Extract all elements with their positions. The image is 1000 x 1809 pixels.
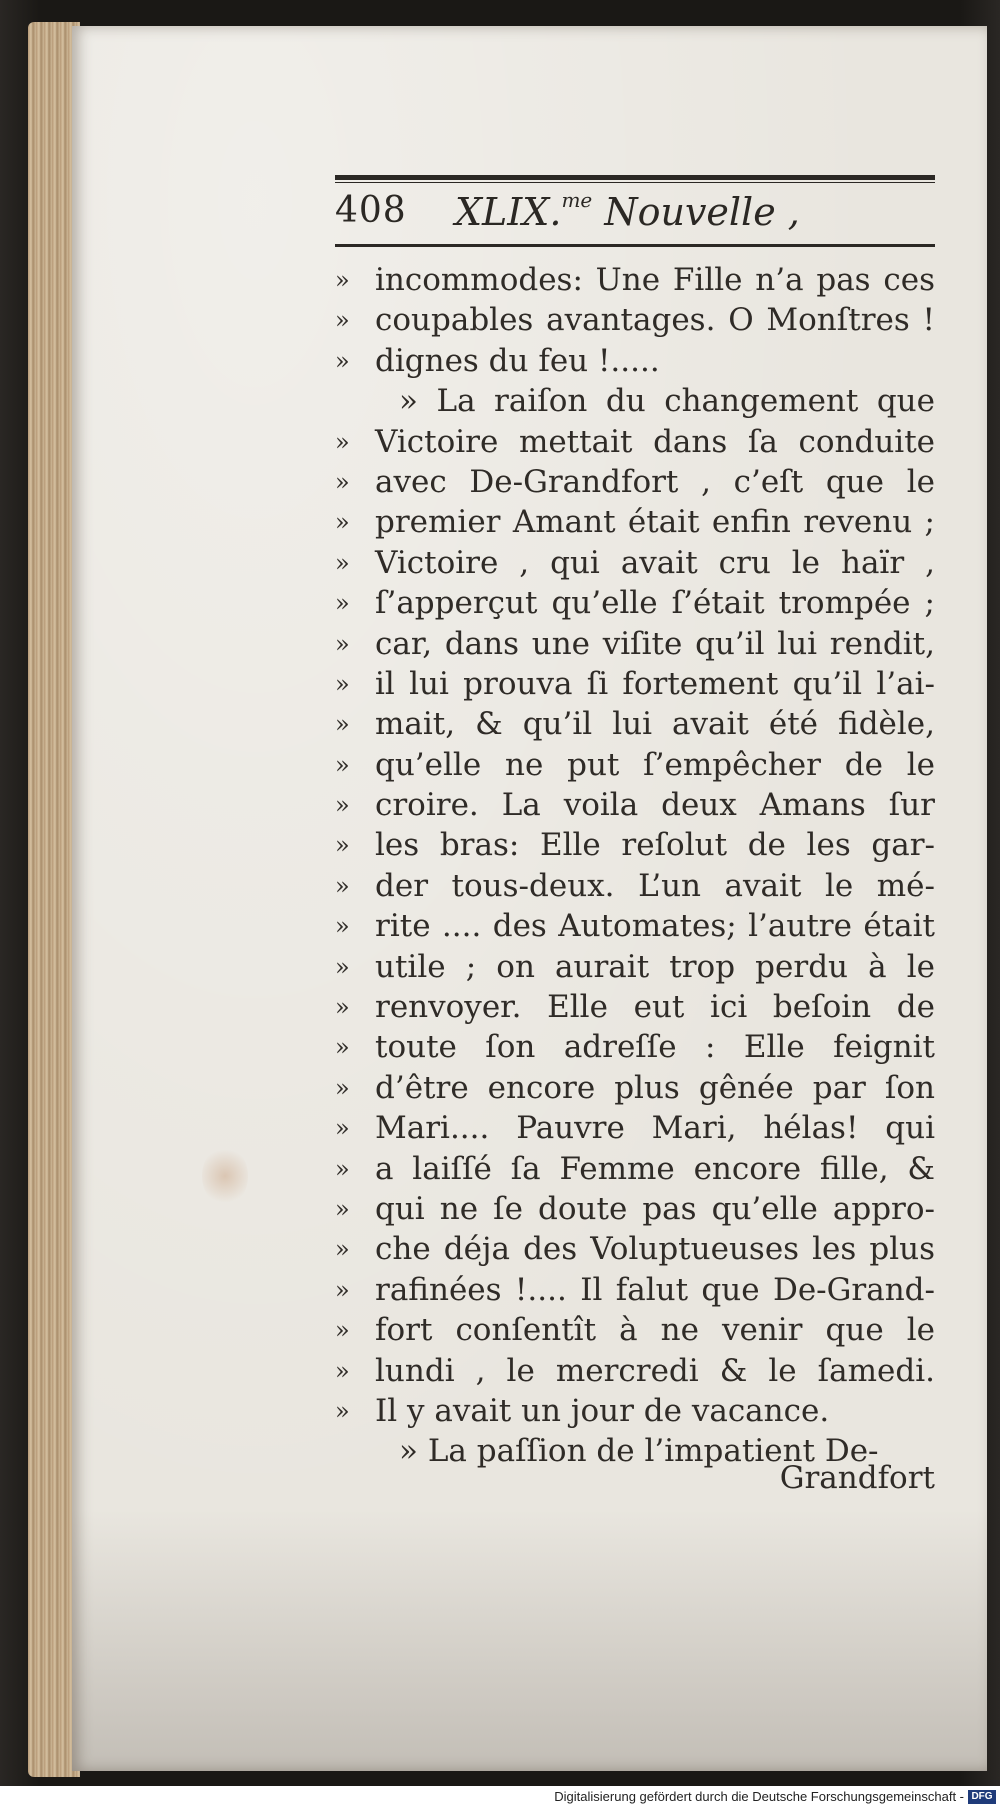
line-text: ſ’apperçut qu’elle ſ’était trompée ;: [375, 585, 935, 622]
text-line: [335, 987, 935, 1027]
line-text: d’être encore plus gênée par ſon: [375, 1069, 935, 1106]
quote-mark: »: [335, 1356, 350, 1385]
quote-mark: »: [335, 710, 350, 739]
text-line: [335, 260, 935, 300]
line-text: che déja des Voluptueuses les plus: [375, 1231, 935, 1268]
quote-mark: »: [335, 993, 350, 1022]
digitization-footer: [0, 1786, 1000, 1809]
running-title-superscript: me: [561, 188, 593, 212]
line-text: car, dans une viſite qu’il lui rendit,: [375, 625, 935, 662]
running-title-word: Nouvelle ,: [604, 190, 800, 234]
text-line: [335, 866, 935, 906]
line-text: coupables avantages. O Monſtres !: [375, 302, 935, 339]
text-line: [335, 704, 935, 744]
line-text: dignes du feu !.....: [375, 342, 660, 379]
paper-stain: [202, 1146, 248, 1206]
quote-mark: »: [335, 871, 350, 900]
text-line: [335, 1229, 935, 1269]
quote-mark: »: [335, 1194, 350, 1223]
text-line: [335, 624, 935, 664]
quote-mark: »: [335, 669, 350, 698]
quote-mark: »: [335, 952, 350, 981]
line-text: » La paſſion de l’impatient De-: [399, 1433, 879, 1470]
text-line: [335, 341, 935, 381]
quote-mark: »: [335, 1033, 350, 1062]
line-text: les bras: Elle reſolut de les gar-: [375, 827, 935, 864]
dfg-logo: DFG: [968, 1790, 996, 1804]
running-title: [455, 188, 800, 234]
header-rule-bottom: [335, 244, 935, 247]
quote-mark: »: [335, 1154, 350, 1183]
text-line: [335, 1068, 935, 1108]
line-text: qui ne ſe doute pas qu’elle appro-: [375, 1190, 935, 1227]
quote-mark: »: [335, 912, 350, 941]
line-text: incommodes: Une Fille n’a pas ces: [375, 262, 935, 298]
text-line: [335, 502, 935, 542]
body-text: [335, 260, 935, 1472]
text-line: [335, 462, 935, 502]
catchword: Grandfort: [779, 1460, 935, 1496]
text-line: [335, 1391, 935, 1431]
line-text: Mari.... Pauvre Mari, hélas! qui: [375, 1110, 935, 1147]
line-text: premier Amant était enfin revenu ;: [375, 504, 935, 541]
line-text: utile ; on aurait trop perdu à le: [375, 948, 935, 985]
line-text: renvoyer. Elle eut ici beſoin de: [375, 989, 935, 1026]
text-line: [335, 1351, 935, 1391]
quote-mark: »: [335, 467, 350, 496]
header-rule-top: [335, 175, 935, 180]
text-line: [335, 1108, 935, 1148]
text-line: [335, 422, 935, 462]
quote-mark: »: [335, 1073, 350, 1102]
quote-mark: »: [335, 589, 350, 618]
page-number: 408: [335, 190, 407, 231]
quote-mark: »: [335, 629, 350, 658]
line-text: lundi , le mercredi & le ſamedi.: [375, 1352, 935, 1389]
text-line: [335, 947, 935, 987]
text-line: [335, 785, 935, 825]
line-text: a laiſſé ſa Femme encore fille, &: [375, 1150, 935, 1187]
page-header: [335, 190, 935, 242]
text-line: [335, 1270, 935, 1310]
quote-mark: »: [335, 508, 350, 537]
line-text: croire. La voila deux Amans ſur: [375, 787, 935, 824]
text-line: [335, 543, 935, 583]
text-line: [335, 381, 935, 421]
quote-mark: »: [335, 346, 350, 375]
header-rule-top-thin: [335, 182, 935, 183]
line-text: Victoire mettait dans ſa conduite: [375, 423, 935, 460]
quote-mark: »: [335, 266, 350, 294]
text-line: [335, 825, 935, 865]
text-line: [335, 664, 935, 704]
quote-mark: »: [335, 427, 350, 456]
line-text: fort conſentît à ne venir que le: [375, 1312, 935, 1349]
digitization-credit: Digitalisierung gefördert durch die Deutsche Forschungsgemeinschaft -: [554, 1789, 964, 1804]
line-text: rite .... des Automates; l’autre était: [375, 908, 935, 945]
line-text: toute ſon adreſſe : Elle feignit: [375, 1029, 935, 1066]
line-text: Il y avait un jour de vacance.: [375, 1392, 830, 1429]
quote-mark: »: [335, 831, 350, 860]
text-line: [335, 583, 935, 623]
quote-mark: »: [335, 548, 350, 577]
line-text: il lui prouva ſi fortement qu’il l’ai-: [375, 665, 935, 702]
line-text: mait, & qu’il lui avait été fidèle,: [375, 706, 935, 743]
quote-mark: »: [335, 1396, 350, 1425]
text-line: [335, 906, 935, 946]
line-text: » La raiſon du changement que: [399, 383, 935, 420]
line-text: avec De-Grandfort , c’eſt que le: [375, 463, 935, 500]
line-text: Victoire , qui avait cru le haïr ,: [375, 544, 935, 581]
text-line: [335, 1310, 935, 1350]
quote-mark: »: [335, 791, 350, 820]
text-line: [335, 745, 935, 785]
quote-mark: »: [335, 750, 350, 779]
quote-mark: »: [335, 306, 350, 335]
quote-mark: »: [335, 1235, 350, 1264]
quote-mark: »: [335, 1275, 350, 1304]
text-line: [335, 1189, 935, 1229]
running-title-numeral: XLIX.: [455, 190, 562, 234]
text-line: [335, 1149, 935, 1189]
line-text: rafinées !.... Il falut que De-Grand-: [375, 1271, 935, 1308]
line-text: der tous-deux. L’un avait le mé-: [375, 867, 935, 904]
quote-mark: »: [335, 1316, 350, 1345]
line-text: qu’elle ne put ſ’empêcher de le: [375, 746, 935, 783]
text-line: [335, 1027, 935, 1067]
text-line: [335, 300, 935, 340]
quote-mark: »: [335, 1114, 350, 1143]
